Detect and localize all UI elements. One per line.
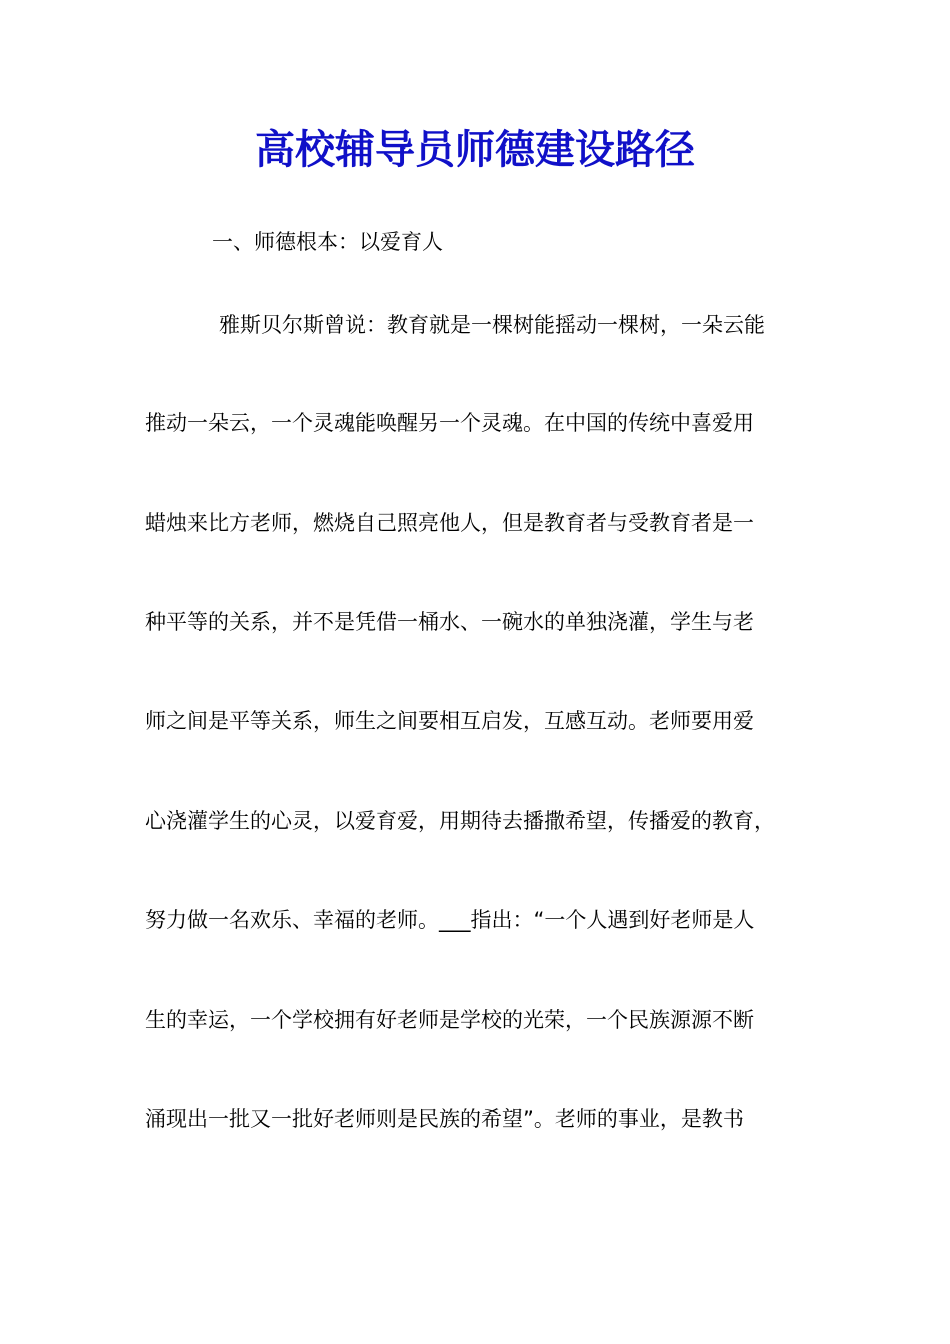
body-line: 雅斯贝尔斯曾说：教育就是一棵树能摇动一棵树，一朵云能 <box>219 313 765 337</box>
body-line: 种平等的关系，并不是凭借一桶水、一碗水的单独浇灌，学生与老 <box>145 610 754 634</box>
body-line: 推动一朵云，一个灵魂能唤醒另一个灵魂。在中国的传统中喜爱用 <box>145 411 754 435</box>
body-line: 心浇灌学生的心灵，以爱育爱，用期待去播撒希望，传播爱的教育， <box>145 809 775 833</box>
body-line: 师之间是平等关系，师生之间要相互启发，互感互动。老师要用爱 <box>145 709 754 733</box>
section-heading: 一、师德根本：以爱育人 <box>212 230 443 254</box>
body-line: 生的幸运，一个学校拥有好老师是学校的光荣，一个民族源源不断 <box>145 1008 754 1032</box>
body-line: 涌现出一批又一批好老师则是民族的希望”。老师的事业，是教书 <box>145 1107 744 1131</box>
body-line: 蜡烛来比方老师，燃烧自己照亮他人，但是教育者与受教育者是一 <box>145 511 754 535</box>
document-title: 高校辅导员师德建设路径 <box>255 126 695 173</box>
body-line: 努力做一名欢乐、幸福的老师。___指出：“一个人遇到好老师是人 <box>145 908 755 932</box>
